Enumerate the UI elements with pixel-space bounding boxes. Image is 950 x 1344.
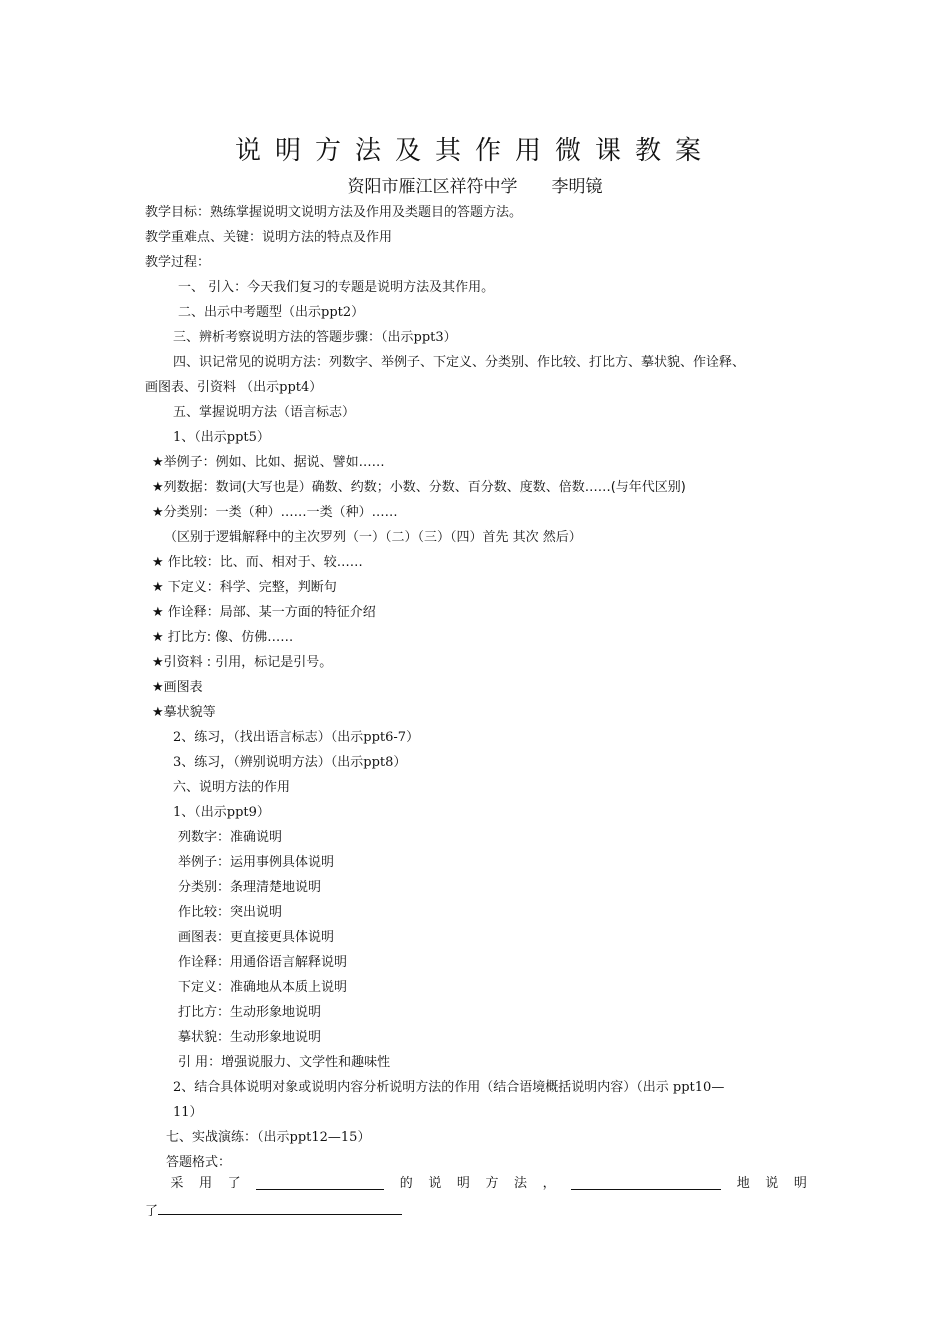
section-5-item-1: 1、（出示ppt5） [173, 430, 270, 445]
template-word: 了 [227, 1176, 241, 1191]
marker-citation: ★引资料 : 引用，标记是引号。 [152, 655, 333, 670]
teaching-process-heading: 教学过程： [145, 255, 211, 270]
section-7: 七、实战演练：（出示ppt12—15） [166, 1130, 371, 1145]
template-word: 地 [736, 1176, 750, 1191]
template-word: 了 [145, 1204, 159, 1219]
marker-classification: ★分类别：一类（种）……一类（种）…… [152, 505, 398, 520]
template-word: 法 [514, 1176, 528, 1191]
document-title: 说明方法及其作用微课教案 [234, 136, 715, 166]
effect-explanation: 作诠释：用通俗语言解释说明 [178, 955, 348, 970]
section-6-item-2-line-2: 11） [173, 1105, 203, 1120]
answer-template-line-2 [145, 1200, 402, 1221]
document-subtitle [0, 175, 950, 199]
marker-explanation: ★ 作诠释：局部、某一方面的特征介绍 [152, 605, 376, 620]
template-word: 方 [485, 1176, 499, 1191]
section-6-item-1: 1、（出示ppt9） [173, 805, 270, 820]
answer-format-label: 答题格式： [166, 1155, 232, 1170]
school-name: 资阳市雁江区祥符中学 [347, 177, 518, 197]
teaching-keypoints: 教学重难点、关键：说明方法的特点及作用 [145, 230, 393, 245]
section-6: 六、说明方法的作用 [173, 780, 291, 795]
effect-example: 举例子：运用事例具体说明 [178, 855, 335, 870]
section-5-item-2: 2、练习，（找出语言标志）（出示ppt6-7） [173, 730, 420, 745]
section-4-line-1: 四、识记常见的说明方法：列数字、举例子、下定义、分类别、作比较、打比方、摹状貌、作诠释、 [173, 355, 746, 370]
template-word: 采 [170, 1176, 184, 1191]
effect-numbers: 列数字：准确说明 [178, 830, 283, 845]
section-2: 二、出示中考题型（出示ppt2） [178, 305, 365, 320]
section-4-line-2: 画图表、引资料 （出示ppt4） [145, 380, 323, 395]
answer-blank-content[interactable] [158, 1200, 402, 1215]
author-name: 李明镜 [551, 177, 603, 197]
teaching-objective: 教学目标：熟练掌握说明文说明方法及作用及类题目的答题方法。 [145, 205, 523, 220]
answer-blank-manner[interactable] [571, 1175, 721, 1190]
marker-example: ★举例子：例如、比如、据说、譬如…… [152, 455, 385, 470]
effect-metaphor: 打比方：生动形象地说明 [178, 1005, 322, 1020]
effect-classification: 分类别：条理清楚地说明 [178, 880, 322, 895]
effect-description: 摹状貌：生动形象地说明 [178, 1030, 322, 1045]
template-word: ， [542, 1176, 556, 1191]
template-word: 明 [456, 1176, 470, 1191]
marker-metaphor: ★ 打比方: 像、仿佛…… [152, 630, 294, 645]
marker-chart: ★画图表 [152, 680, 203, 695]
template-word: 说 [765, 1176, 779, 1191]
effect-comparison: 作比较：突出说明 [178, 905, 283, 920]
answer-template-line [145, 1175, 807, 1193]
section-6-item-2-line-1: 2、结合具体说明对象或说明内容分析说明方法的作用（结合语境概括说明内容）（出示 ppt10— [173, 1080, 725, 1095]
marker-description: ★摹状貌等 [152, 705, 216, 720]
template-word: 说 [428, 1176, 442, 1191]
section-1-intro: 一、 引入：今天我们复习的专题是说明方法及其作用。 [178, 280, 495, 295]
section-5-item-3: 3、练习，（辨别说明方法）（出示ppt8） [173, 755, 407, 770]
template-word: 的 [399, 1176, 413, 1191]
marker-numbers: ★列数据：数词(大写也是）确数、约数；小数、分数、百分数、度数、倍数……(与年代区别) [152, 480, 686, 495]
effect-chart: 画图表：更直接更具体说明 [178, 930, 335, 945]
classification-note: （区别于逻辑解释中的主次罗列（一）（二）（三）（四）首先 其次 然后） [164, 530, 582, 545]
section-5: 五、掌握说明方法（语言标志） [173, 405, 356, 420]
marker-definition: ★ 下定义：科学、完整，判断句 [152, 580, 337, 595]
answer-blank-method[interactable] [256, 1175, 384, 1190]
effect-citation: 引 用：增强说服力、文学性和趣味性 [178, 1055, 391, 1070]
template-word: 明 [793, 1176, 807, 1191]
template-word: 用 [199, 1176, 213, 1191]
effect-definition: 下定义：准确地从本质上说明 [178, 980, 348, 995]
section-3: 三、辨析考察说明方法的答题步骤：（出示ppt3） [173, 330, 457, 345]
marker-comparison: ★ 作比较：比、而、相对于、较…… [152, 555, 363, 570]
